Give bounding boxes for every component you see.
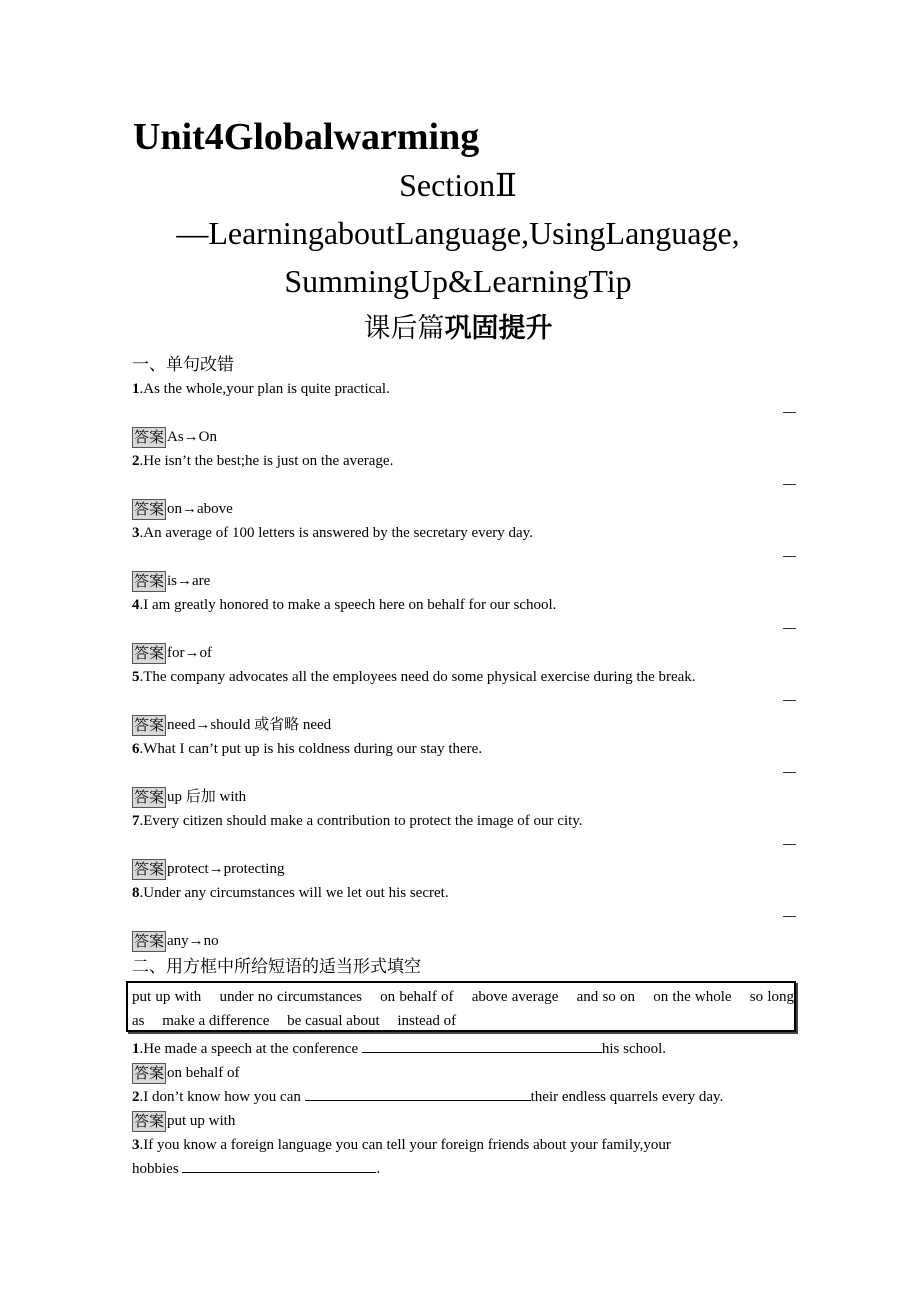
answer-text: up 后加 with <box>167 789 247 805</box>
dash-mark <box>783 628 796 629</box>
question-line <box>132 377 792 401</box>
question-number: 2 <box>132 453 140 469</box>
question-line <box>132 665 792 689</box>
answer-text: protect→protecting <box>167 861 285 877</box>
blank-line <box>132 545 792 569</box>
question-text: .An average of 100 letters is answered by the secretary every day. <box>139 525 533 541</box>
exercise-item <box>132 881 792 953</box>
exercise-item <box>132 449 792 521</box>
answer-line <box>132 785 792 809</box>
answer-text: for→of <box>167 645 213 661</box>
question-text: hobbies <box>132 1161 183 1177</box>
answer-label: 答案 <box>134 1112 165 1131</box>
subtitle-line2: SummingUp&LearningTip <box>284 263 632 299</box>
question-number: 3 <box>132 1137 140 1153</box>
question-number: 7 <box>132 813 140 829</box>
question-number: 6 <box>132 741 140 757</box>
answer-blank[interactable] <box>362 1038 602 1053</box>
phrase-box <box>126 981 796 1032</box>
answer-text: on→above <box>167 501 233 517</box>
blank-line <box>132 905 792 929</box>
phrase: on behalf of <box>380 989 454 1005</box>
answer-line <box>132 857 792 881</box>
dash-mark <box>783 484 796 485</box>
question-text: .What I can’t put up is his coldness during our stay there. <box>139 741 483 757</box>
subtitle-cn-bold: 巩固提升 <box>444 313 553 344</box>
exercise-item <box>132 737 792 809</box>
exercise-item <box>132 521 792 593</box>
question-line <box>132 881 792 905</box>
question-number: 1 <box>132 381 140 397</box>
answer-line <box>132 929 792 953</box>
question-line <box>132 1037 812 1061</box>
question-line <box>132 521 792 545</box>
question-text: .As the whole,your plan is quite practical. <box>139 381 390 397</box>
part1-heading: 一、单句改错 <box>132 355 234 375</box>
question-number: 3 <box>132 525 140 541</box>
phrase: above average <box>471 989 559 1005</box>
answer-line <box>132 569 792 593</box>
phrase: put up with <box>132 989 202 1005</box>
question-line <box>132 1133 812 1157</box>
dash-mark <box>783 556 796 557</box>
question-text: .I am greatly honored to make a speech here on behalf for our school. <box>139 597 557 613</box>
part2-heading: 二、用方框中所给短语的适当形式填空 <box>132 957 421 977</box>
question-text: .The company advocates all the employees need do some physical exercise during the break. <box>139 669 696 685</box>
question-line <box>132 449 792 473</box>
answer-line <box>132 641 792 665</box>
subtitle-cn <box>0 306 916 352</box>
question-number: 2 <box>132 1089 140 1105</box>
exercise-item <box>132 377 792 449</box>
question-text: .He made a speech at the conference <box>139 1041 362 1057</box>
blank-line <box>132 761 792 785</box>
question-number: 1 <box>132 1041 140 1057</box>
answer-blank[interactable] <box>182 1158 376 1173</box>
question-text: .Every citizen should make a contribution to protect the image of our city. <box>139 813 583 829</box>
exercise-item <box>132 809 792 881</box>
answer-text: need→should 或省略 need <box>167 717 332 733</box>
dash-mark <box>783 772 796 773</box>
phrase: on the whole <box>653 989 732 1005</box>
part1-list <box>132 377 792 953</box>
answer-text: put up with <box>167 1113 236 1129</box>
answer-line <box>132 713 792 737</box>
dash-mark <box>783 700 796 701</box>
question-text: .I don’t know how you can <box>139 1089 305 1105</box>
part2-list <box>132 1037 812 1181</box>
answer-text: any→no <box>167 933 219 949</box>
question-line <box>132 809 792 833</box>
answer-blank[interactable] <box>305 1086 531 1101</box>
question-number: 8 <box>132 885 140 901</box>
answer-line <box>132 1061 812 1085</box>
blank-line <box>132 833 792 857</box>
answer-label: 答案 <box>134 788 165 807</box>
answer-label: 答案 <box>134 500 165 519</box>
question-line <box>132 1157 812 1181</box>
question-line <box>132 737 792 761</box>
answer-label: 答案 <box>134 1064 165 1083</box>
question-line <box>132 593 792 617</box>
phrase: and so on <box>576 989 635 1005</box>
answer-line <box>132 1109 812 1133</box>
answer-line <box>132 425 792 449</box>
dash-mark <box>783 916 796 917</box>
question-text: .He isn’t the best;he is just on the average. <box>139 453 394 469</box>
phrase: be casual about <box>287 1013 380 1029</box>
subtitle-cn-light: 课后篇 <box>363 313 445 344</box>
question-text: their endless quarrels every day. <box>530 1089 724 1105</box>
question-text: .Under any circumstances will we let out his secret. <box>139 885 449 901</box>
question-text: .If you know a foreign language you can tell your foreign friends about your family,your <box>139 1137 671 1153</box>
answer-line <box>132 497 792 521</box>
blank-line <box>132 401 792 425</box>
exercise-item <box>132 665 792 737</box>
answer-text: is→are <box>167 573 211 589</box>
subtitle-line1: —LearningaboutLanguage,UsingLanguage, <box>176 215 740 251</box>
dash-mark <box>783 412 796 413</box>
question-text: his school. <box>601 1041 667 1057</box>
phrase: so long as <box>132 989 795 1029</box>
answer-label: 答案 <box>134 644 165 663</box>
answer-label: 答案 <box>134 716 165 735</box>
section-title: SectionⅡ <box>399 167 517 203</box>
blank-line <box>132 689 792 713</box>
question-number: 4 <box>132 597 140 613</box>
blank-line <box>132 473 792 497</box>
exercise-item <box>132 593 792 665</box>
answer-label: 答案 <box>134 932 165 951</box>
unit-title: Unit4Globalwarming <box>133 116 480 158</box>
answer-text: As→On <box>167 429 218 445</box>
answer-label: 答案 <box>134 860 165 879</box>
answer-text: on behalf of <box>167 1065 240 1081</box>
phrase: instead of <box>397 1013 457 1029</box>
answer-label: 答案 <box>134 428 165 447</box>
dash-mark <box>783 844 796 845</box>
phrase: under no circumstances <box>219 989 362 1005</box>
question-text: . <box>376 1161 381 1177</box>
question-line <box>132 1085 812 1109</box>
blank-line <box>132 617 792 641</box>
phrase: make a difference <box>162 1013 270 1029</box>
answer-label: 答案 <box>134 572 165 591</box>
question-number: 5 <box>132 669 140 685</box>
